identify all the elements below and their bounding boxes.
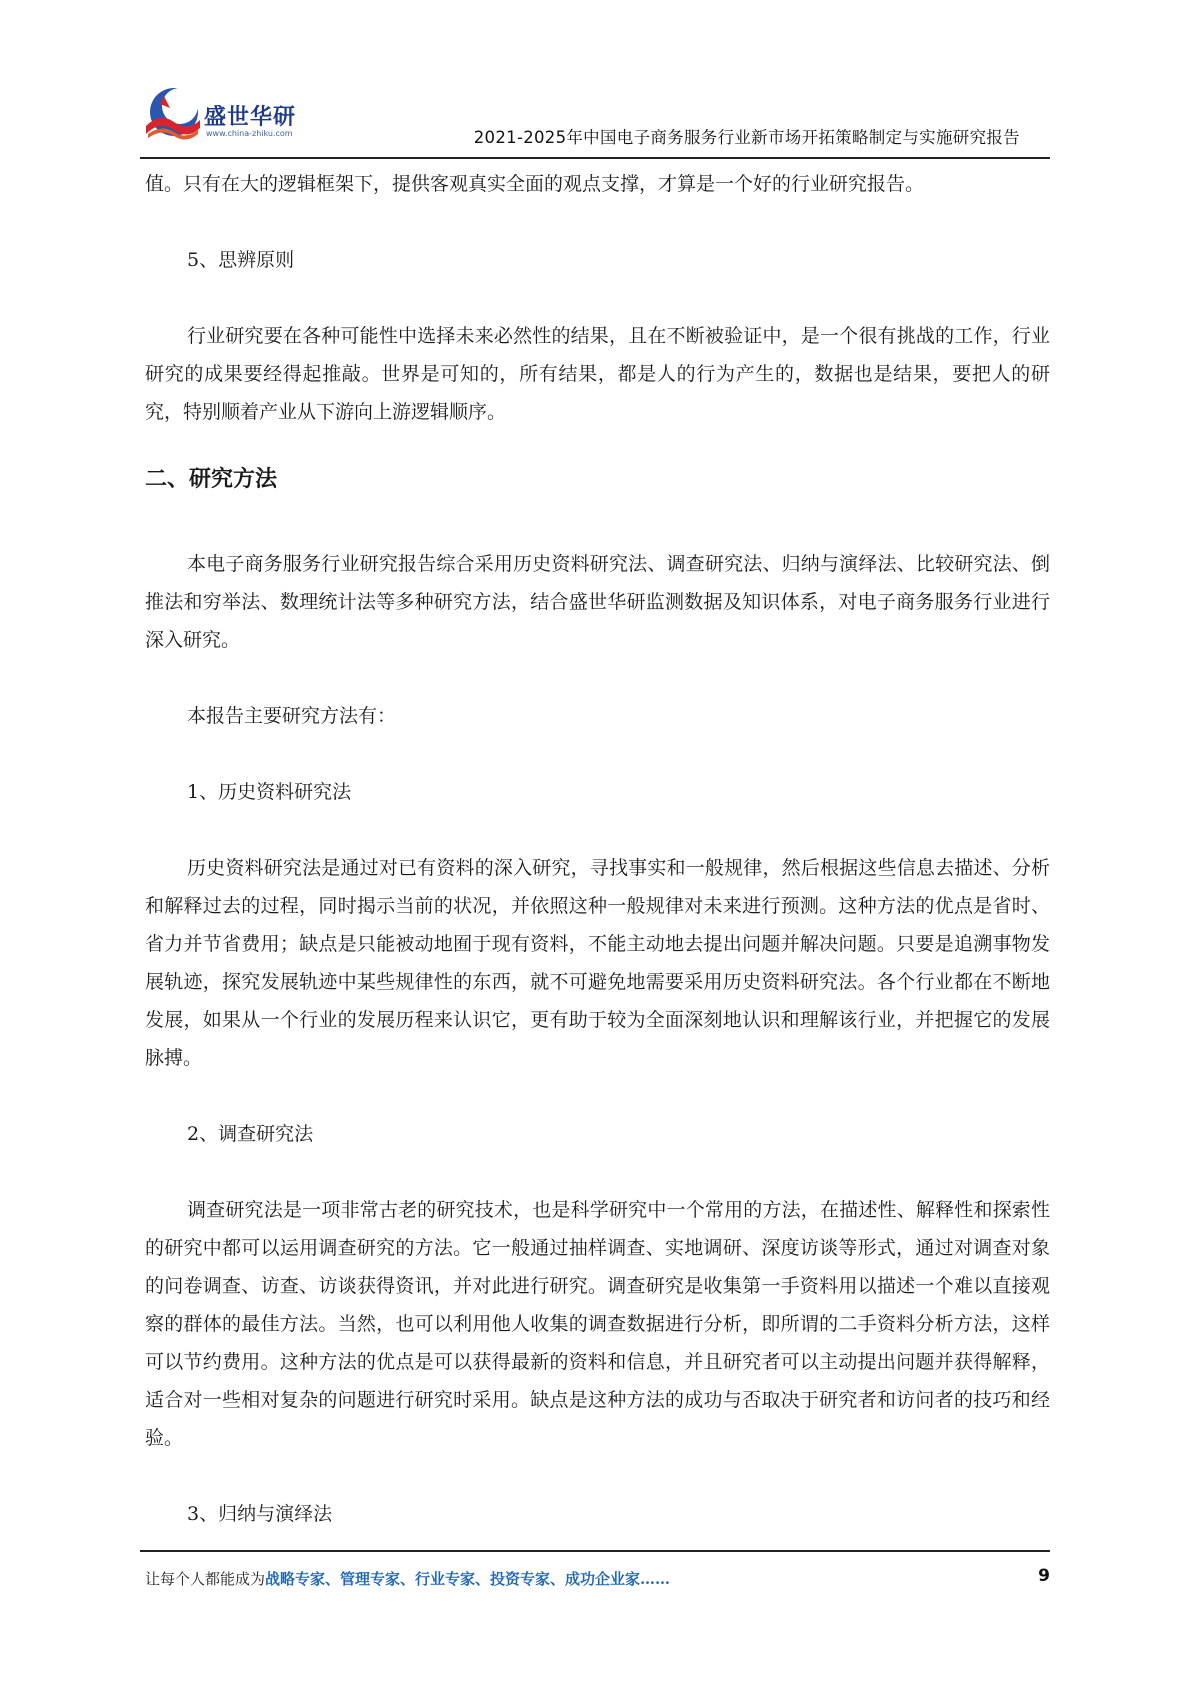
spacer (145, 499, 1050, 545)
spacer (145, 735, 1050, 773)
subheading: 5、思辨原则 (187, 249, 295, 271)
footer-divider (140, 1550, 1050, 1552)
paragraph: 历史资料研究法是通过对已有资料的深入研究，寻找事实和一般规律，然后根据这些信息去描述、分析和解释过去的过程，同时揭示当前的状况，并依照这种一般规律对未来进行预测。这种方法的优点是省时、省力并节省费用；缺点是只能被动地囿于现有资料，不能主动地去提出问题并解决问题。只要是追溯事物发展轨迹，探究发展轨迹中某些规律性的东西，就不可避免地需要采用历史资料研究法。各个行业都在不断地发展，如果从一个行业的发展历程来认识它，更有助于较为全面深刻地认识和理解该行业，并把握它的发展脉搏。 (145, 857, 1050, 1069)
logo-emblem-icon (140, 82, 204, 148)
subheading: 1、历史资料研究法 (187, 781, 352, 803)
spacer (145, 1077, 1050, 1115)
spacer (145, 431, 1050, 461)
footer-slogan-roles: 战略专家、管理专家、行业专家、投资专家、成功企业家…… (265, 1570, 671, 1588)
page-footer (145, 1568, 1050, 1589)
spacer (145, 1457, 1050, 1495)
company-logo (140, 82, 310, 148)
subheading: 2、调查研究法 (187, 1123, 314, 1145)
spacer (145, 811, 1050, 849)
report-title: 2021-2025年中国电子商务服务行业新市场开拓策略制定与实施研究报告 (473, 128, 1020, 147)
logo-name: 盛世华研 (204, 105, 297, 130)
paragraph: 本报告主要研究方法有： (187, 705, 397, 727)
spacer (145, 279, 1050, 317)
page-header (140, 82, 1050, 162)
spacer (145, 1153, 1050, 1191)
paragraph: 调查研究法是一项非常古老的研究技术，也是科学研究中一个常用的方法，在描述性、解释性和探索性的研究中都可以运用调查研究的方法。它一般通过抽样调查、实地调研、深度访谈等形式，通过对调查对象的问卷调查、访查、访谈获得资讯，并对此进行研究。调查研究是收集第一手资料用以描述一个难以直接观察的群体的最佳方法。当然，也可以利用他人收集的调查数据进行分析，即所谓的二手资料分析方法，这样可以节约费用。这种方法的优点是可以获得最新的资料和信息，并且研究者可以主动提出问题并获得解释，适合对一些相对复杂的问题进行研究时采用。缺点是这种方法的成功与否取决于研究者和访问者的技巧和经验。 (145, 1199, 1050, 1449)
logo-url: www.china-zhiku.com (206, 129, 293, 138)
header-divider (140, 157, 1050, 159)
page-number: 9 (1038, 1566, 1050, 1586)
section-heading: 二、研究方法 (145, 467, 278, 492)
paragraph: 行业研究要在各种可能性中选择未来必然性的结果，且在不断被验证中，是一个很有挑战的工作，行业研究的成果要经得起推敲。世界是可知的，所有结果，都是人的行为产生的，数据也是结果，要把人的研究，特别顺着产业从下游向上游逻辑顺序。 (145, 325, 1050, 423)
spacer (145, 659, 1050, 697)
paragraph: 值。只有在大的逻辑框架下，提供客观真实全面的观点支撑，才算是一个好的行业研究报告。 (145, 173, 925, 195)
page-body (145, 165, 1050, 1533)
spacer (145, 203, 1050, 241)
paragraph: 本电子商务服务行业研究报告综合采用历史资料研究法、调查研究法、归纳与演绎法、比较研究法、倒推法和穷举法、数理统计法等多种研究方法，结合盛世华研监测数据及知识体系，对电子商务服务行业进行深入研究。 (145, 553, 1050, 651)
footer-slogan-prefix: 让每个人都能成为 (145, 1570, 266, 1588)
subheading: 3、归纳与演绎法 (187, 1503, 333, 1525)
